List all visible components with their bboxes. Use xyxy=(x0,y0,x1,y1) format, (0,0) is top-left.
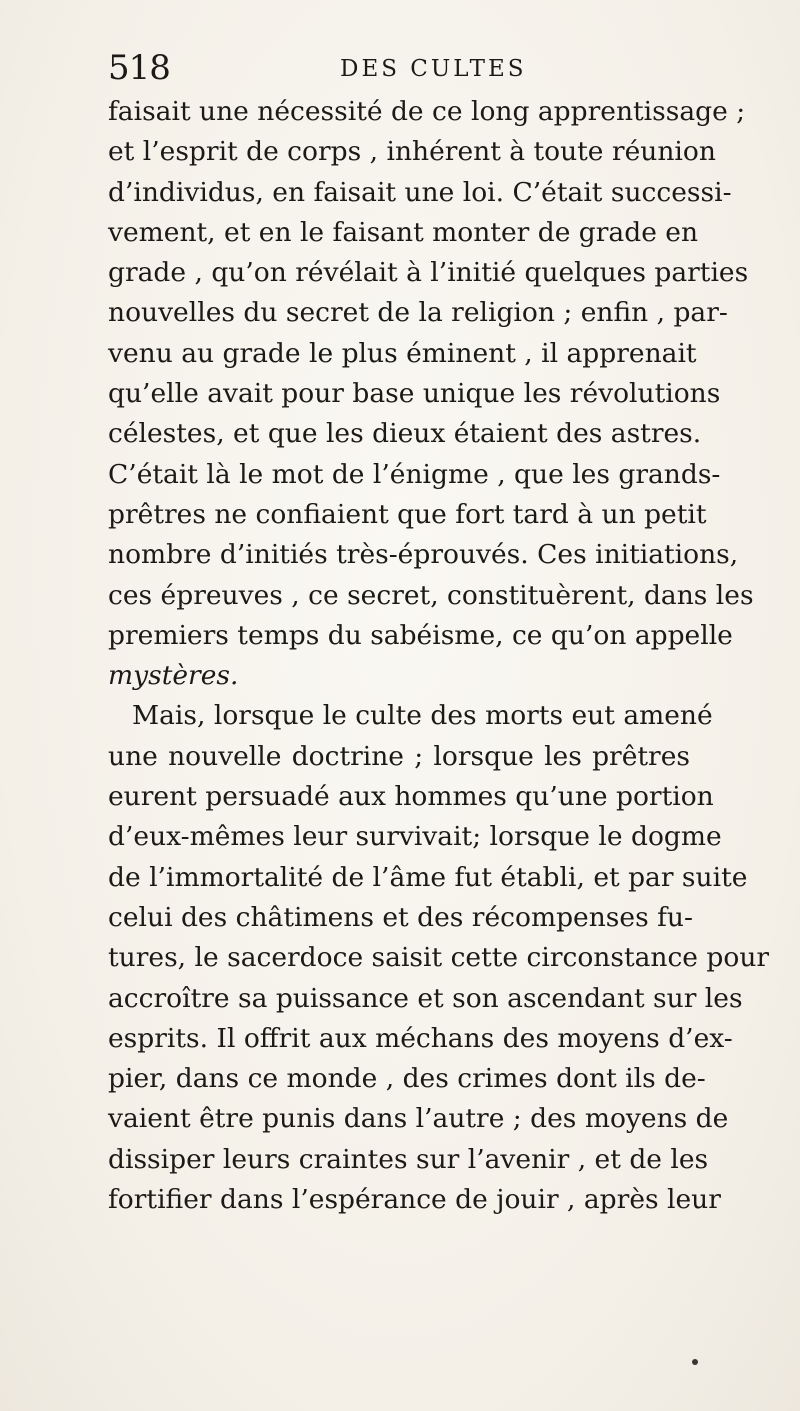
text-line: qu’elle avait pour base unique les révolutions xyxy=(108,378,721,410)
text-line: venu au grade le plus éminent , il apprenait xyxy=(108,337,697,369)
text-line: eurent persuadé aux hommes qu’une portion xyxy=(108,781,714,813)
text-line: vement, et en le faisant monter de grade en xyxy=(108,216,699,248)
text-line: nombre d’initiés très-éprouvés. Ces initiations, xyxy=(108,539,739,571)
text-line: esprits. Il offrit aux méchans des moyens d’ex- xyxy=(108,1022,733,1054)
text-line: C’était là le mot de l’énigme , que les grands- xyxy=(108,458,721,490)
text-line: faisait une nécessité de ce long apprentissage ; xyxy=(108,96,746,127)
text-line: tures, le sacerdoce saisit cette circonstance pour xyxy=(108,942,770,974)
paragraph-start-line: Mais, lorsque le culte des morts eut amené xyxy=(132,700,713,732)
text-line: et l’esprit de corps , inhérent à toute réunion xyxy=(108,136,716,168)
text-line: une nouvelle doctrine ; lorsque les prêtres xyxy=(108,740,690,772)
text-line: de l’immortalité de l’âme fut établi, et par suite xyxy=(108,861,748,893)
text-line: premiers temps du sabéisme, ce qu’on appelle xyxy=(108,619,733,651)
text-line: prêtres ne confiaient que fort tard à un petit xyxy=(108,498,707,530)
text-line: accroître sa puissance et son ascendant sur les xyxy=(108,982,743,1014)
page-header xyxy=(108,48,698,88)
text-line: vaient être punis dans l’autre ; des moyens de xyxy=(108,1103,729,1135)
text-line-italic: mystères. xyxy=(108,660,239,692)
ink-speck xyxy=(692,1359,698,1365)
text-line: d’individus, en faisait une loi. C’était successi- xyxy=(108,176,732,208)
text-line: fortifier dans l’espérance de jouir , après leur xyxy=(108,1184,721,1216)
page-number: 518 xyxy=(108,48,170,88)
text-line: d’eux-mêmes leur survivait; lorsque le dogme xyxy=(108,821,722,853)
text-line: dissiper leurs craintes sur l’avenir , et de les xyxy=(108,1143,709,1175)
text-line: nouvelles du secret de la religion ; enfin , par- xyxy=(108,297,728,329)
body-text xyxy=(108,92,770,1220)
running-title: DES CULTES xyxy=(340,56,527,82)
text-line: grade , qu’on révélait à l’initié quelques parties xyxy=(108,257,749,289)
text-line: ces épreuves , ce secret, constituèrent, dans les xyxy=(108,579,754,611)
text-line: celui des châtimens et des récompenses fu- xyxy=(108,901,693,933)
text-line: pier, dans ce monde , des crimes dont ils de- xyxy=(108,1063,706,1095)
text-line: célestes, et que les dieux étaient des astres. xyxy=(108,418,702,450)
